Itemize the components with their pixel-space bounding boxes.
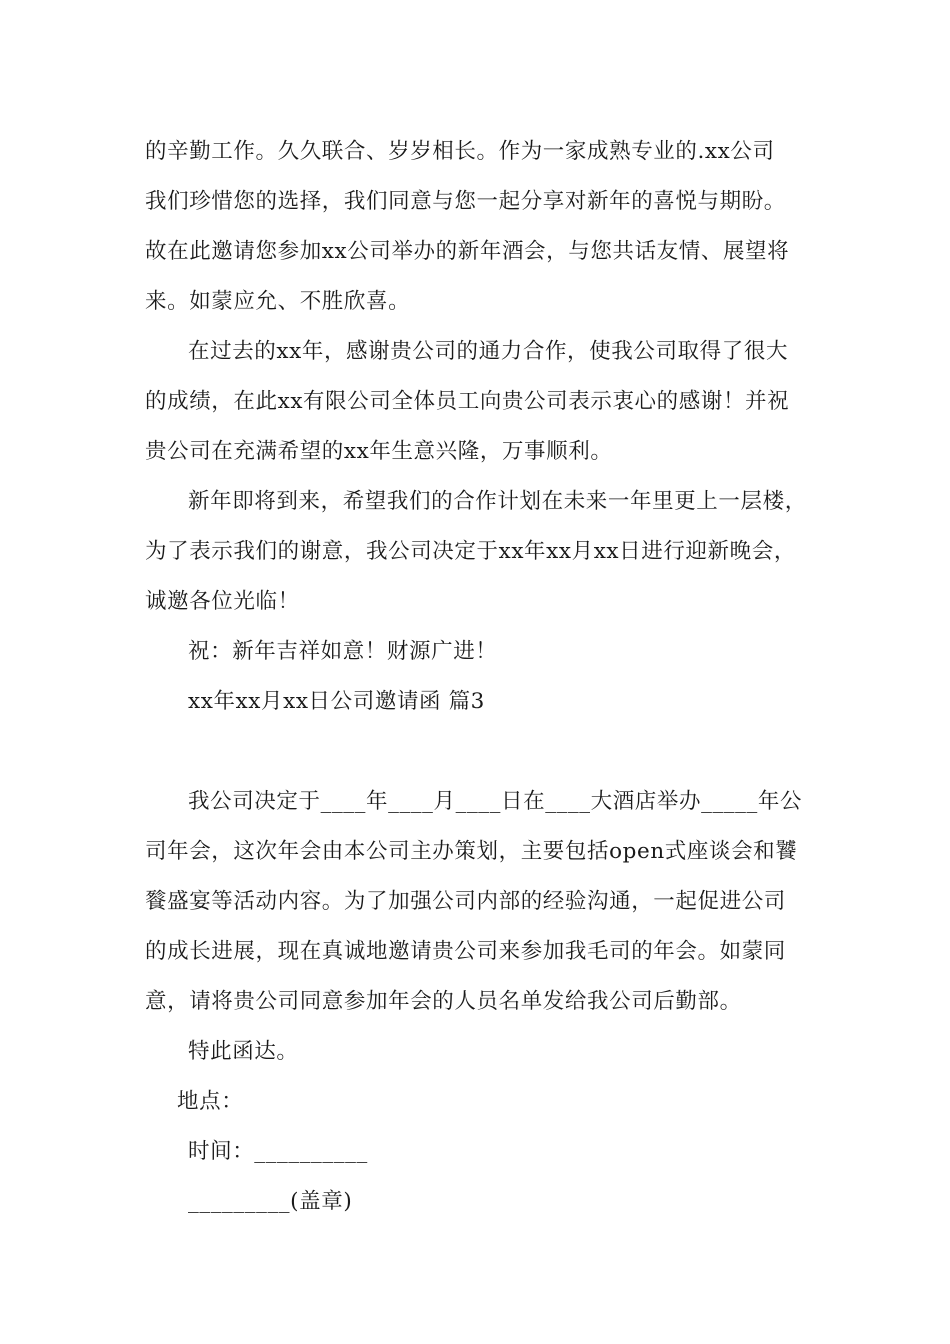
location-label: 地点： [177,1089,244,1114]
text-line: 的成长进展，现在真诚地邀请贵公司来参加我毛司的年会。如蒙同 [145,939,786,964]
text-line: 的辛勤工作。久久联合、岁岁相长。作为一家成熟专业的.xx公司 [145,139,775,164]
text-line: 为了表示我们的谢意，我公司决定于xx年xx月xx日进行迎新晚会， [145,539,796,564]
text-line: 来。如蒙应允、不胜欣喜。 [145,289,411,314]
text-line: 意，请将贵公司同意参加年会的人员名单发给我公司后勤部。 [145,989,742,1014]
text-line: 新年即将到来，希望我们的合作计划在未来一年里更上一层楼， [188,489,807,514]
text-line: 司年会，这次年会由本公司主办策划，主要包括open式座谈会和饕 [145,839,798,864]
section-heading: xx年xx月xx日公司邀请函 篇3 [188,689,485,714]
text-line: 餮盛宴等活动内容。为了加强公司内部的经验沟通，一起促进公司 [145,889,786,914]
seal-line: _________(盖章) [188,1189,353,1214]
text-line: 贵公司在充满希望的xx年生意兴隆，万事顺利。 [145,439,613,464]
text-line: 的成绩，在此xx有限公司全体员工向贵公司表示衷心的感谢！并祝 [145,389,790,414]
time-label: 时间：__________ [188,1139,368,1164]
wish-line: 祝：新年吉祥如意！财源广进！ [188,639,498,664]
text-line: 诚邀各位光临！ [145,589,300,614]
text-line: 我们珍惜您的选择，我们同意与您一起分享对新年的喜悦与期盼。 [145,189,786,214]
text-line: 我公司决定于____年____月____日在____大酒店举办_____年公 [188,789,803,814]
closing-line: 特此函达。 [188,1039,299,1064]
text-line: 故在此邀请您参加xx公司举办的新年酒会，与您共话友情、展望将 [145,239,790,264]
text-line: 在过去的xx年，感谢贵公司的通力合作，使我公司取得了很大 [188,339,789,364]
